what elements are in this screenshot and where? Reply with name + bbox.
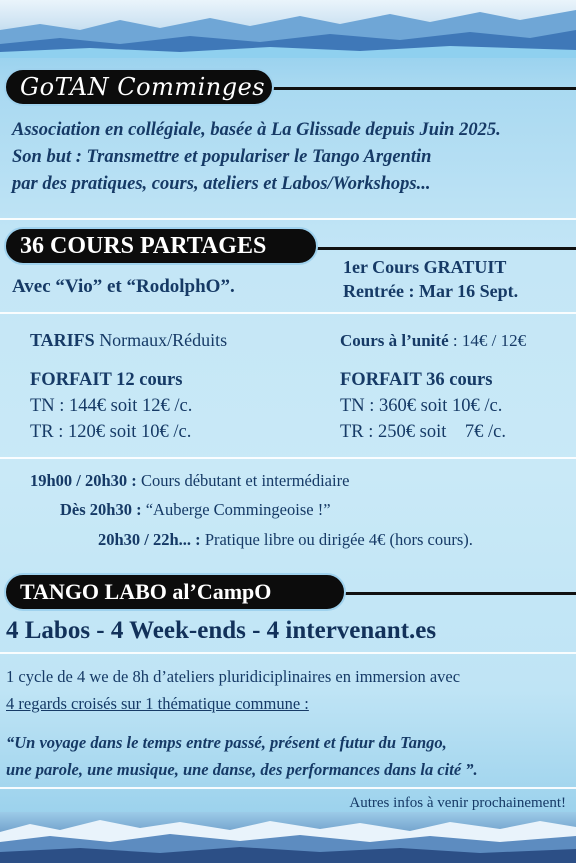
intro-text xyxy=(12,117,572,198)
logo-text: GoTAN Comminges xyxy=(20,73,266,101)
cours-title-tag xyxy=(4,227,318,265)
schedule-2-text: “Auberge Commingeoise !” xyxy=(141,500,331,519)
forfait-12-title: FORFAIT 12 cours xyxy=(30,370,183,390)
mountain-banner-bottom xyxy=(0,812,576,863)
divider xyxy=(0,787,576,789)
labo-subtitle: 4 Labos - 4 Week-ends - 4 intervenant.es xyxy=(6,617,437,644)
labo-desc-1: 1 cycle de 4 we de 8h d’ateliers pluridiciplinaires en immersion avec xyxy=(6,667,461,686)
divider xyxy=(0,218,576,220)
intro-line-1: Association en collégiale, basée à La Glissade depuis Juin 2025. xyxy=(12,120,501,140)
cours-title: 36 COURS PARTAGES xyxy=(20,232,267,259)
schedule-1-time: 19h00 / 20h30 : xyxy=(30,471,137,490)
labo-title: TANGO LABO al’CampO xyxy=(20,579,272,604)
tarifs-label: TARIFS xyxy=(30,330,95,350)
teachers-text: Avec “Vio” et “RodolphO”. xyxy=(12,276,235,297)
mountain-banner-top xyxy=(0,0,576,58)
free-course-text: 1er Cours GRATUIT xyxy=(343,257,507,277)
schedule-2-time: Dès 20h30 : xyxy=(60,500,142,519)
cours-underline xyxy=(300,247,576,250)
more-info-text: Autres infos à venir prochainement! xyxy=(349,795,566,811)
intro-line-2: Son but : Transmettre et populariser le Tango Argentin xyxy=(12,147,432,167)
unit-price-value: : 14€ / 12€ xyxy=(448,331,527,350)
unit-price-label: Cours à l’unité xyxy=(340,331,449,350)
rentree-text: Rentrée : Mar 16 Sept. xyxy=(343,281,519,301)
forfait-12-tr: TR : 120€ soit 10€ /c. xyxy=(30,422,192,442)
schedule-1-text: Cours débutant et intermédiaire xyxy=(136,471,350,490)
forfait-36-tn: TN : 360€ soit 10€ /c. xyxy=(340,396,503,416)
forfait-36-tr: TR : 250€ soit 7€ /c. xyxy=(340,422,506,442)
forfait-36-title: FORFAIT 36 cours xyxy=(340,370,493,390)
schedule-1 xyxy=(30,471,349,491)
labo-quote-2: une parole, une musique, une danse, des performances dans la cité ”. xyxy=(6,760,478,779)
divider xyxy=(0,457,576,459)
logo-tag xyxy=(4,68,274,106)
divider xyxy=(0,652,576,654)
labo-desc-2: 4 regards croisés sur 1 thématique commune : xyxy=(6,694,309,713)
labo-title-tag xyxy=(4,573,346,611)
intro-line-3: par des pratiques, cours, ateliers et Labos/Workshops... xyxy=(12,174,431,194)
logo-underline xyxy=(260,87,576,90)
labo-underline xyxy=(330,592,576,595)
labo-quote-1: “Un voyage dans le temps entre passé, présent et futur du Tango, xyxy=(6,733,447,752)
divider xyxy=(0,312,576,314)
tarifs-label-rest: Normaux/Réduits xyxy=(99,330,228,350)
schedule-3-time: 20h30 / 22h... : xyxy=(98,530,201,549)
schedule-3-text: Pratique libre ou dirigée 4€ (hors cours). xyxy=(200,530,473,549)
schedule-3 xyxy=(98,530,473,550)
unit-price xyxy=(340,331,526,351)
schedule-2 xyxy=(60,500,331,520)
forfait-12-tn: TN : 144€ soit 12€ /c. xyxy=(30,396,193,416)
tarifs-heading xyxy=(30,330,227,351)
